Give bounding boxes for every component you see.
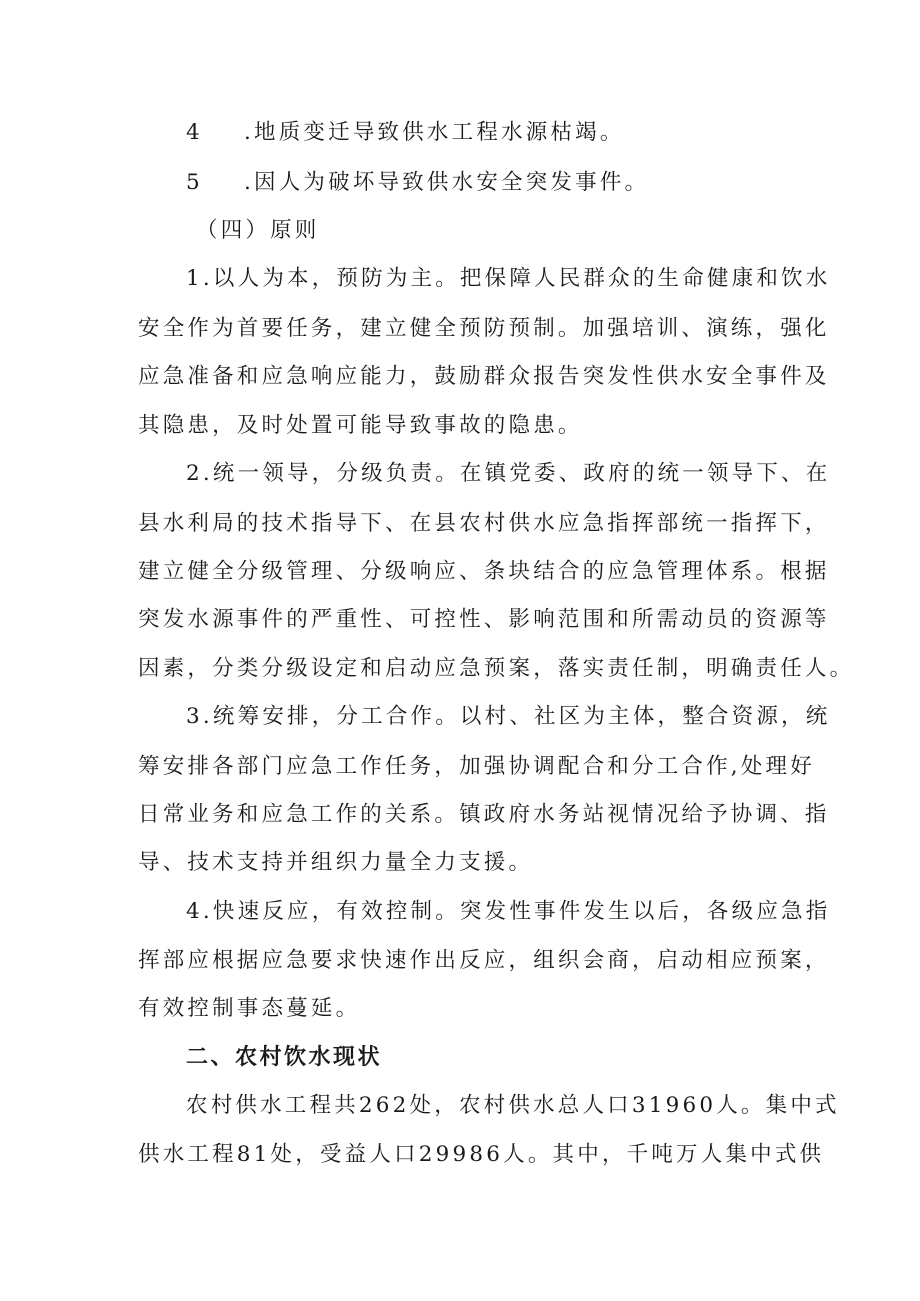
list-item-number: 4 (186, 120, 203, 145)
list-item-text: .地质变迁导致供水工程水源枯竭。 (244, 120, 625, 145)
paragraph-line: 2.统一领导，分级负责。在镇党委、政府的统一领导下、在 (186, 461, 831, 486)
paragraph-line: 日常业务和应急工作的关系。镇政府水务站视情况给予协调、指 (138, 802, 830, 827)
list-item-text: .因人为破坏导致供水安全突发事件。 (244, 170, 650, 195)
paragraph-line: 突发水源事件的严重性、可控性、影响范围和所需动员的资源等 (138, 607, 830, 632)
paragraph-line: 3.统筹安排，分工合作。以村、社区为主体，整合资源，统 (186, 704, 831, 729)
paragraph-line: 因素，分类分级设定和启动应急预案，落实责任制，明确责任人。 (138, 656, 855, 681)
paragraph-line: 1.以人为本，预防为主。把保障人民群众的生命健康和饮水 (186, 266, 831, 291)
paragraph-line: 应急准备和应急响应能力，鼓励群众报告突发性供水安全事件及 (138, 364, 830, 389)
paragraph-line: 导、技术支持并组织力量全力支援。 (138, 850, 534, 875)
list-item-number: 5 (186, 170, 203, 195)
paragraph-line: 筹安排各部门应急工作任务，加强协调配合和分工合作,处理好 (138, 754, 815, 779)
section-heading-principles: （四）原则 (196, 218, 320, 243)
paragraph-line: 供水工程81处，受益人口29986人。其中，千吨万人集中式供 (138, 1142, 825, 1167)
paragraph-line: 其隐患，及时处置可能导致事故的隐患。 (138, 413, 583, 438)
section-heading-rural-water: 二、农村饮水现状 (186, 1045, 383, 1070)
paragraph-line: 有效控制事态蔓延。 (138, 996, 361, 1021)
paragraph-line: 农村供水工程共262处，农村供水总人口31960人。集中式 (186, 1093, 840, 1118)
paragraph-line: 挥部应根据应急要求快速作出反应，组织会商，启动相应预案， (138, 948, 830, 973)
paragraph-line: 县水利局的技术指导下、在县农村供水应急指挥部统一指挥下， (138, 511, 830, 536)
list-item-4 (186, 118, 836, 148)
list-item-5 (186, 168, 836, 198)
paragraph-line: 安全作为首要任务，建立健全预防预制。加强培训、演练，强化 (138, 316, 830, 341)
paragraph-line: 建立健全分级管理、分级响应、条块结合的应急管理体系。根据 (138, 559, 830, 584)
paragraph-line: 4.快速反应，有效控制。突发性事件发生以后，各级应急指 (186, 899, 831, 924)
